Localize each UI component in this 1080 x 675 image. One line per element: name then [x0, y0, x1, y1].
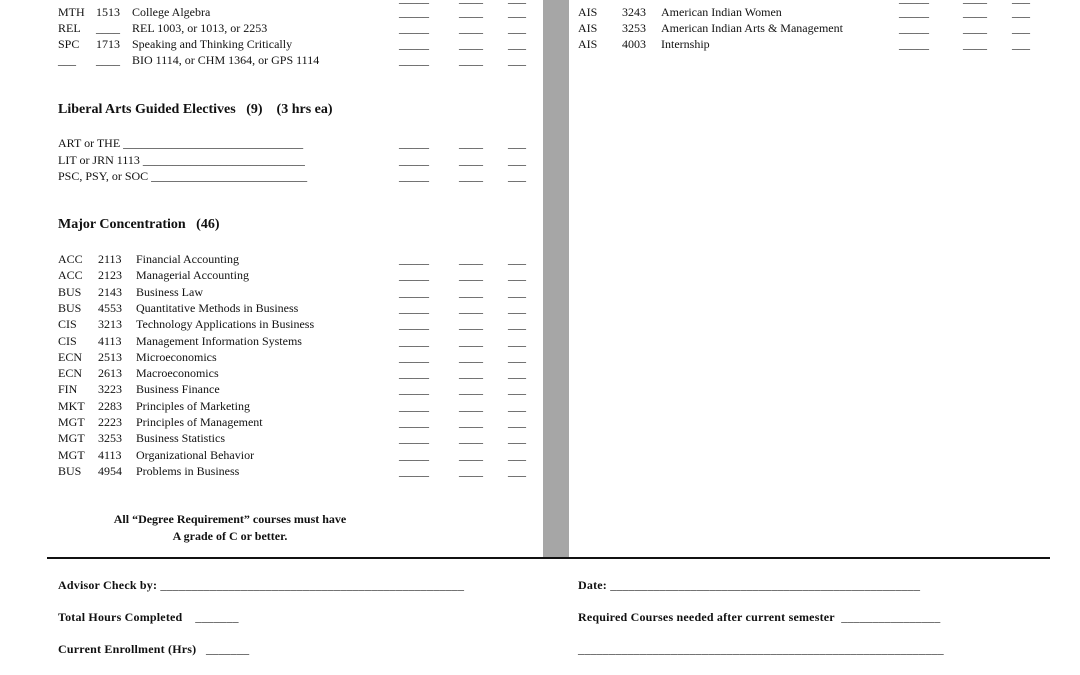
elective-label: ART or THE ______________________________	[58, 136, 304, 150]
course-number: 1713	[96, 37, 120, 51]
course-title: Management Information Systems	[136, 333, 302, 348]
course-row	[0, 366, 1080, 381]
course-code: MKT	[58, 398, 85, 413]
course-title: Managerial Accounting	[136, 268, 249, 283]
grade-blank[interactable]: ____	[459, 398, 483, 413]
grade-blank[interactable]: ____	[459, 53, 483, 67]
grade-blank[interactable]: _____	[399, 21, 429, 35]
course-number: 2143	[98, 284, 122, 299]
grade-blank[interactable]: ___	[508, 317, 526, 332]
grade-blank[interactable]: _____	[399, 333, 429, 348]
grade-blank[interactable]: ____	[459, 415, 483, 429]
elective-row	[0, 153, 1080, 168]
grade-blank[interactable]: ____	[459, 5, 483, 19]
course-title: Principles of Management	[136, 415, 263, 429]
course-row	[0, 382, 1080, 397]
course-number: 3253	[98, 431, 122, 446]
course-number: ____	[96, 53, 120, 67]
grade-blank[interactable]: ___	[508, 5, 526, 19]
advisor-check-field[interactable]: Advisor Check by: _________________________________________________	[58, 578, 465, 592]
course-code: SPC	[58, 37, 80, 51]
grade-blank[interactable]: ___	[508, 268, 526, 283]
grade-blank[interactable]: _____	[399, 252, 429, 266]
course-row	[0, 448, 1080, 463]
course-row	[0, 334, 1080, 349]
course-code: BUS	[58, 284, 82, 299]
grade-blank[interactable]: _____	[399, 268, 429, 283]
grade-blank[interactable]: _____	[399, 447, 429, 462]
course-number: 4113	[98, 447, 122, 462]
course-code: CIS	[58, 317, 77, 332]
course-code: MGT	[58, 415, 85, 429]
course-title: American Indian Arts & Management	[661, 21, 843, 35]
grade-blank[interactable]: ___	[1012, 5, 1030, 19]
grade-blank[interactable]: ____	[963, 37, 987, 51]
grade-blank[interactable]: ____	[459, 284, 483, 299]
course-code: ___	[58, 53, 76, 67]
course-title: Organizational Behavior	[136, 447, 255, 462]
grade-blank[interactable]: ____	[459, 366, 483, 381]
grade-blank[interactable]: ___	[508, 53, 526, 67]
grade-blank[interactable]: _____	[399, 317, 429, 332]
grade-blank[interactable]: _____	[399, 136, 429, 150]
grade-blank[interactable]: _____	[399, 398, 429, 413]
course-number: 4113	[98, 333, 122, 348]
course-number: 2123	[98, 268, 122, 283]
grade-blank[interactable]: ____	[459, 152, 483, 167]
grade-blank[interactable]: _____	[399, 169, 429, 183]
course-row	[0, 37, 1080, 52]
course-number: 4003	[622, 37, 646, 51]
course-title: Technology Applications in Business	[136, 317, 315, 332]
grade-blank[interactable]: ___	[508, 284, 526, 299]
grade-blank[interactable]: ___	[1012, 37, 1030, 51]
elective-label: LIT or JRN 1113 ___________________________	[58, 152, 305, 167]
course-code: AIS	[578, 37, 598, 51]
course-number: 2613	[98, 366, 122, 381]
grade-blank[interactable]: ___	[508, 252, 526, 266]
course-code: FIN	[58, 382, 78, 397]
grade-blank[interactable]: ___	[508, 463, 526, 478]
course-code: ECN	[58, 366, 82, 381]
course-number: 3243	[622, 5, 646, 19]
grade-blank[interactable]: ___	[508, 415, 526, 429]
course-code: CIS	[58, 333, 77, 348]
grade-blank[interactable]: ____	[459, 317, 483, 332]
course-row	[0, 464, 1080, 479]
grade-blank[interactable]: ____	[459, 21, 483, 35]
course-title: Business Finance	[136, 382, 220, 397]
grade-blank[interactable]: _____	[899, 5, 929, 19]
course-title: Business Statistics	[136, 431, 226, 446]
course-number: 2283	[98, 398, 122, 413]
grade-blank[interactable]: _____	[399, 349, 429, 364]
course-title: Macroeconomics	[136, 366, 219, 381]
liberal-arts-heading: Liberal Arts Guided Electives (9) (3 hrs ea)	[58, 102, 333, 117]
course-code: BUS	[58, 463, 82, 478]
course-row	[0, 268, 1080, 283]
course-code: MTH	[58, 5, 85, 19]
grade-blank[interactable]: _____	[399, 152, 429, 167]
grade-blank[interactable]: ____	[459, 382, 483, 397]
grade-blank[interactable]: ____	[459, 252, 483, 266]
grade-blank[interactable]: ____	[459, 136, 483, 150]
grade-blank[interactable]: ___	[508, 169, 526, 183]
course-row	[0, 252, 1080, 267]
course-row	[0, 431, 1080, 446]
grade-blank[interactable]: _____	[399, 366, 429, 381]
grade-blank[interactable]: ___	[508, 300, 526, 315]
course-number: 3213	[98, 317, 122, 332]
grade-blank[interactable]: _____	[399, 382, 429, 397]
grade-blank[interactable]: ____	[459, 431, 483, 446]
grade-blank[interactable]: ____	[459, 447, 483, 462]
course-code: ACC	[58, 252, 83, 266]
grade-blank[interactable]: ____	[459, 268, 483, 283]
grade-blank[interactable]: _____	[399, 431, 429, 446]
grade-blank[interactable]: ____	[459, 333, 483, 348]
course-row	[0, 53, 1080, 68]
grade-blank[interactable]: ____	[963, 5, 987, 19]
grade-blank[interactable]: ___	[508, 366, 526, 381]
course-title: Quantitative Methods in Business	[136, 300, 299, 315]
grade-blank[interactable]: ____	[459, 463, 483, 478]
course-number: 4954	[98, 463, 122, 478]
course-title: Speaking and Thinking Critically	[132, 37, 293, 51]
grade-blank[interactable]: ___	[508, 398, 526, 413]
grade-blank[interactable]: _____	[899, 21, 929, 35]
grade-blank[interactable]: _____	[399, 300, 429, 315]
grade-blank[interactable]: ____	[459, 169, 483, 183]
grade-blank[interactable]: ____	[963, 21, 987, 35]
course-title: American Indian Women	[661, 5, 782, 19]
course-number: 2513	[98, 349, 122, 364]
grade-blank[interactable]: ___	[508, 37, 526, 51]
course-title: Internship	[661, 37, 710, 51]
course-code: MGT	[58, 431, 85, 446]
course-title: Principles of Marketing	[136, 398, 250, 413]
additional-notes-line[interactable]: ___________________________________________________________	[578, 642, 944, 656]
course-title: BIO 1114, or CHM 1364, or GPS 1114	[132, 53, 320, 67]
course-code: AIS	[578, 5, 598, 19]
grade-blank[interactable]: ___	[508, 21, 526, 35]
course-number: 2113	[98, 252, 122, 266]
section-divider-line	[47, 557, 1050, 559]
course-row	[0, 350, 1080, 365]
course-row	[0, 5, 1080, 20]
grade-blank[interactable]: _____	[399, 463, 429, 478]
grade-blank[interactable]: ___	[508, 349, 526, 364]
current-enrollment-field[interactable]: Current Enrollment (Hrs) _______	[58, 642, 250, 656]
grade-blank[interactable]: ___	[508, 333, 526, 348]
course-row	[0, 301, 1080, 316]
elective-row	[0, 136, 1080, 151]
grade-blank[interactable]: _____	[399, 415, 429, 429]
grade-blank[interactable]: ___	[508, 447, 526, 462]
course-code: MGT	[58, 447, 85, 462]
course-title: College Algebra	[132, 5, 211, 19]
grade-blank[interactable]: _____	[399, 284, 429, 299]
grade-blank[interactable]: ____	[459, 300, 483, 315]
course-number: 2223	[98, 415, 122, 429]
elective-label: PSC, PSY, or SOC __________________________	[58, 169, 308, 183]
grade-blank[interactable]: _____	[399, 5, 429, 19]
grade-blank[interactable]: _____	[899, 37, 929, 51]
grade-blank[interactable]: ___	[508, 382, 526, 397]
elective-row	[0, 169, 1080, 184]
grade-blank[interactable]: ___	[508, 136, 526, 150]
course-row	[0, 21, 1080, 36]
grade-blank[interactable]: ___	[1012, 21, 1030, 35]
grade-blank[interactable]: _____	[399, 37, 429, 51]
course-row	[0, 399, 1080, 414]
grade-blank[interactable]: ____	[459, 37, 483, 51]
course-number: ____	[96, 21, 120, 35]
grade-blank[interactable]: ___	[508, 152, 526, 167]
course-number: 3223	[98, 382, 122, 397]
major-concentration-heading: Major Concentration (46)	[58, 217, 220, 232]
course-title: Financial Accounting	[136, 252, 239, 266]
course-code: ECN	[58, 349, 82, 364]
date-field[interactable]: Date: __________________________________________________	[578, 578, 921, 592]
course-number: 3253	[622, 21, 646, 35]
course-row	[0, 317, 1080, 332]
course-code: BUS	[58, 300, 82, 315]
required-courses-field[interactable]: Required Courses needed after current semester ________________	[578, 610, 941, 624]
grade-blank[interactable]: _____	[399, 53, 429, 67]
grade-blank[interactable]: ____	[459, 349, 483, 364]
column-divider	[543, 0, 569, 558]
course-code: AIS	[578, 21, 598, 35]
course-title: REL 1003, or 1013, or 2253	[132, 21, 268, 35]
course-title: Problems in Business	[136, 463, 240, 478]
course-number: 4553	[98, 300, 122, 315]
course-title: Microeconomics	[136, 349, 217, 364]
grade-blank[interactable]: ___	[508, 431, 526, 446]
course-code: ACC	[58, 268, 83, 283]
course-row	[0, 285, 1080, 300]
course-code: REL	[58, 21, 81, 35]
grade-requirement-note: All “Degree Requirement” courses must have A grade of C or better.	[113, 512, 347, 543]
course-title: Business Law	[136, 284, 203, 299]
total-hours-field[interactable]: Total Hours Completed _______	[58, 610, 239, 624]
course-number: 1513	[96, 5, 120, 19]
course-row	[0, 415, 1080, 430]
